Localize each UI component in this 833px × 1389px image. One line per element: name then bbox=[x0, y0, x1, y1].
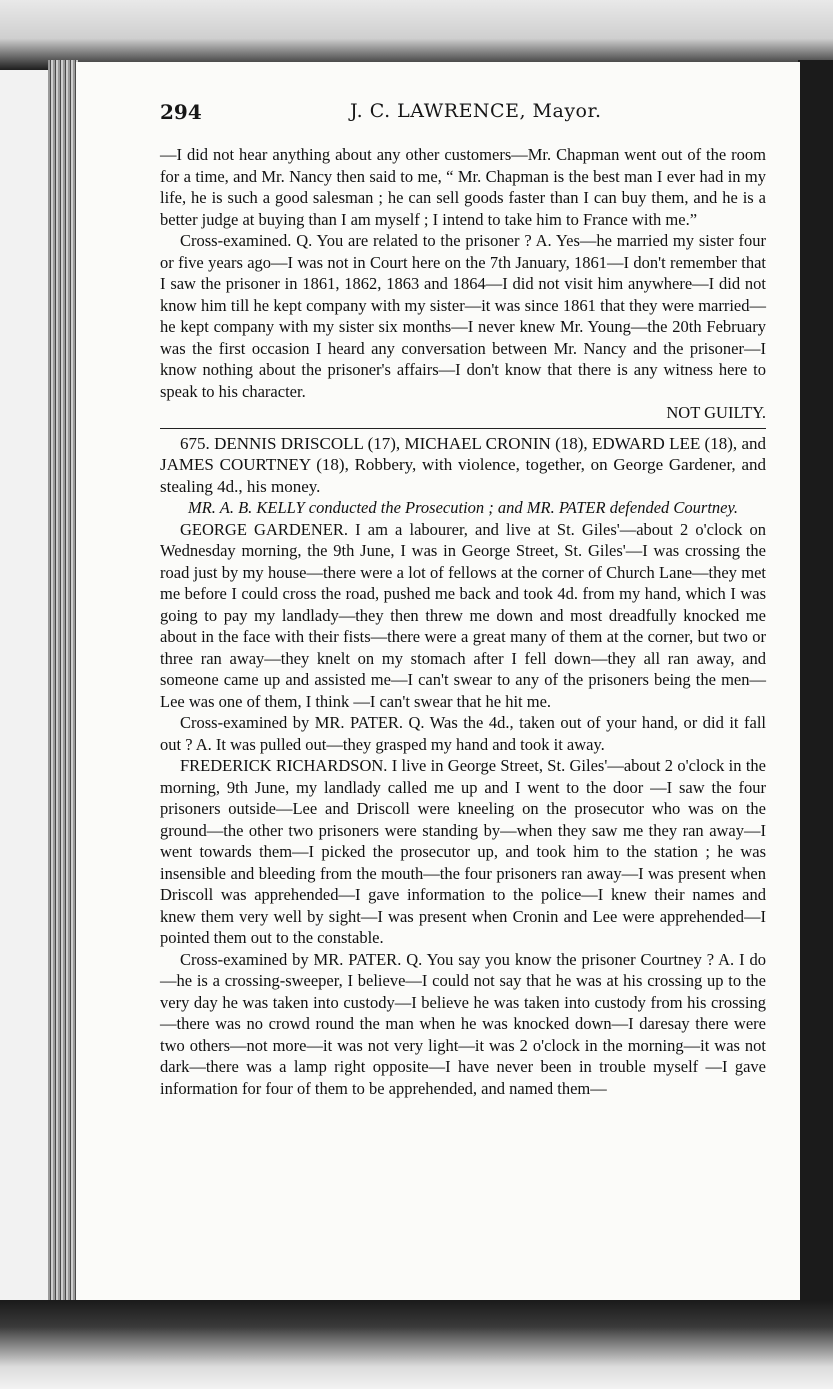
case-heading: 675. DENNIS DRISCOLL (17), MICHAEL CRONIN (18), EDWARD LEE (18), and JAMES COURTNEY (18), Robbery, with violence, together, on George Gardener, and stealing 4d., his money. bbox=[160, 433, 766, 496]
page-edges bbox=[48, 60, 78, 1310]
verdict: NOT GUILTY. bbox=[666, 403, 766, 422]
book-right-edge bbox=[798, 60, 833, 1310]
bottom-shadow bbox=[0, 1300, 833, 1389]
paragraph: Cross-examined by MR. PATER. Q. Was the 4d., taken out of your hand, or did it fall out ? A. It was pulled out—they grasped my hand and took it away. bbox=[160, 713, 766, 754]
paragraph: Cross-examined by MR. PATER. Q. You say you know the prisoner Courtney ? A. I do—he is a crossing-sweeper, I believe—I could not say that he was at his crossing up to the very day he was taken into custody—I believe he was taken into custody from his crossing—there was no crowd round the man when he was knocked down—I daresay there were two others—not more—it was not very light—it was 2 o'clock in the morning—it was not dark—there was a lamp right opposite—I have never been in trouble myself —I gave information for four of them to be apprehended, and named them— bbox=[160, 949, 766, 1098]
counsel-line: MR. A. B. KELLY conducted the Prosecution ; and MR. PATER defended Courtney. bbox=[187, 498, 739, 517]
paragraph: —I did not hear anything about any other customers—Mr. Chapman went out of the room for a time, and Mr. Nancy then said to me, “ Mr. Chapman is the best man I ever had in my life, he is such a good salesman ; he can sell goods faster than I can buy them, and he is a better judge at buying than I am myself ; I intend to take him to France with me.” bbox=[160, 145, 766, 229]
paragraph: FREDERICK RICHARDSON. I live in George Street, St. Giles'—about 2 o'clock in the morning, 9th June, my landlady called me up and I went to the door —I saw the four prisoners outside—Lee and Driscoll were kneeling on the prosecutor who was on the ground—the other two prisoners were standing by—when they saw me they ran away—I went towards them—I picked the prosecutor up, and took him to the station ; he was insensible and bleeding from the mouth—the four prisoners ran away—I was present when Driscoll was apprehended—I gave information to the police—I knew their names and knew them very well by sight—I was present when Cronin and Lee were apprehended—I pointed them out to the constable. bbox=[160, 756, 766, 947]
page-header bbox=[160, 100, 770, 130]
paragraph: GEORGE GARDENER. I am a labourer, and live at St. Giles'—about 2 o'clock on Wednesday morning, the 9th June, I was in George Street, St. Giles'—I was crossing the road just by my house—there were a lot of fellows at the corner of Church Lane—they met me before I could cross the road, pushed me back and took 4d. from my hand, which I was going to pay my landlady—they then threw me down and most dreadfully knocked me about in the face with their fists—there were a great many of them at the corner, but two or three ran away—they knelt on my stomach after I fell down—they all ran away, and someone came up and assisted me—I can't swear to any of the prisoners being the men—Lee was one of them, I think —I can't swear that he hit me. bbox=[160, 519, 766, 711]
page-number: 294 bbox=[160, 100, 202, 124]
running-head: J. C. LAWRENCE, Mayor. bbox=[350, 100, 602, 122]
top-shadow bbox=[0, 0, 833, 70]
page-body bbox=[160, 144, 766, 1099]
paragraph: Cross-examined. Q. You are related to the prisoner ? A. Yes—he married my sister four or five years ago—I was not in Court here on the 7th January, 1861—I don't remember that I saw the prisoner in 1861, 1862, 1863 and 1864—I did not visit him anywhere—I did not know him till he kept company with my sister—it was since 1861 that they were married—he kept company with my sister six months—I never knew Mr. Young—the 20th February was the first occasion I heard any conversation between Mr. Nancy and the prisoner—I know nothing about the prisoner's affairs—I don't know that there is any witness here to speak to his character. bbox=[160, 231, 766, 401]
case-divider bbox=[160, 428, 766, 429]
